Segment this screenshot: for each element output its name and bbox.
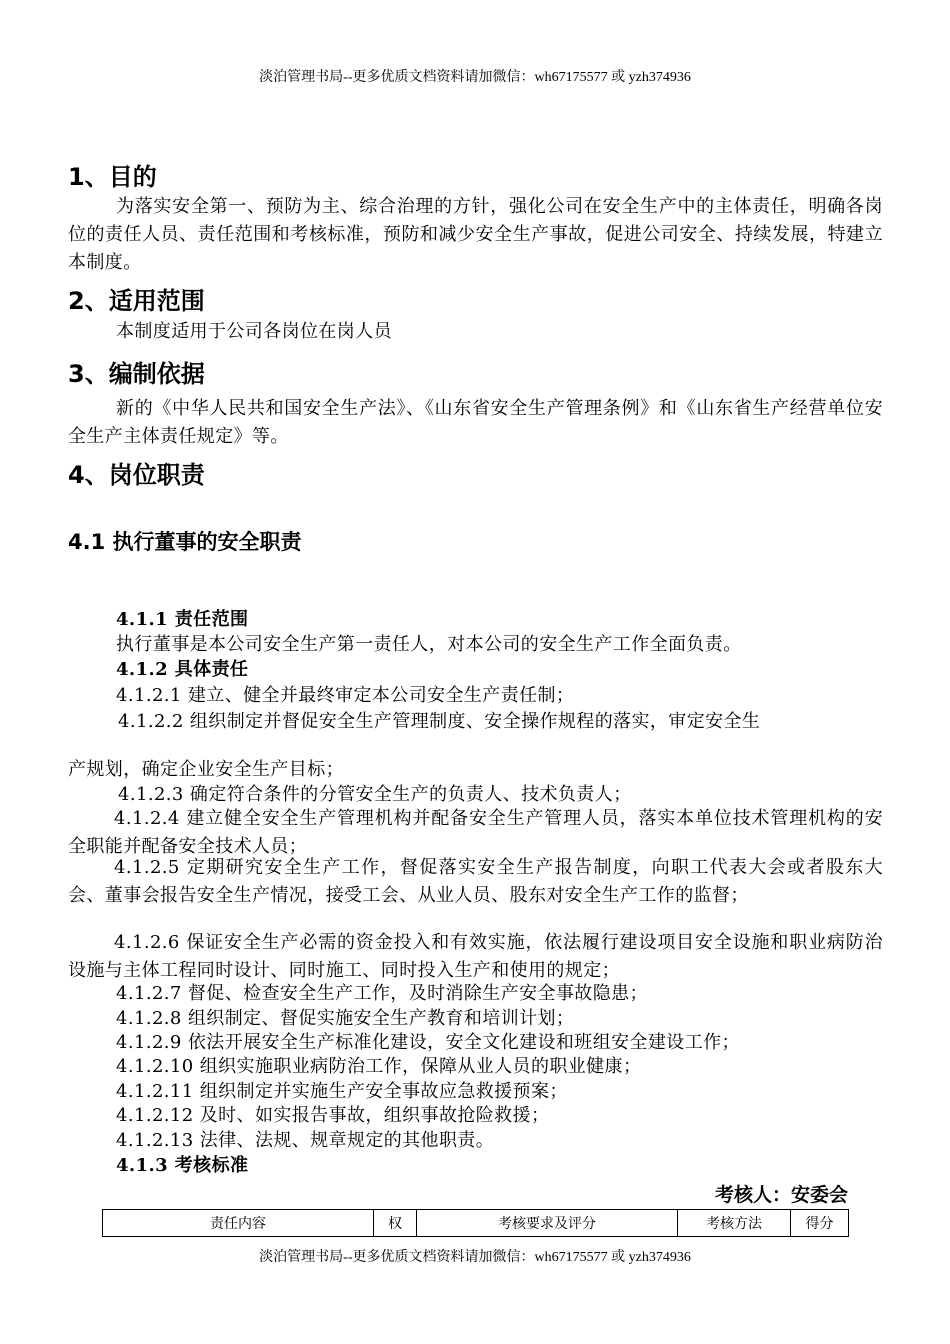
- duty-item-6: 4.1.2.6 保证安全生产必需的资金投入和有效实施，依法履行建设项目安全设施和职业病防治设施与主体工程同时设计、同时施工、同时投入生产和使用的规定；: [68, 932, 883, 981]
- scope-body: 执行董事是本公司安全生产第一责任人，对本公司的安全生产工作全面负责。: [116, 634, 742, 655]
- duties-heading: 4.1.2 具体责任: [116, 659, 249, 680]
- reviewer-label: 考核人：安委会: [714, 1184, 848, 1206]
- duty-item-4: 4.1.2.4 建立健全安全生产管理机构并配备安全生产管理人员，落实本单位技术管理机构的安全职能并配备安全技术人员；: [68, 808, 883, 857]
- section-4-1-title: 4.1 执行董事的安全职责: [68, 530, 302, 554]
- duty-item-7: 4.1.2.7 督促、检查安全生产工作，及时消除生产安全事故隐患；: [116, 983, 648, 1004]
- page-footer: 淡泊管理书局--更多优质文档资料请加微信：wh67175577 或 yzh374936: [259, 1250, 691, 1265]
- section-1-body: 为落实安全第一、预防为主、综合治理的方针，强化公司在安全生产中的主体责任，明确各岗位的责任人员、责任范围和考核标准，预防和减少安全生产事故，促进公司安全、持续发展，特建立本制度。: [68, 196, 883, 273]
- duty-item-13: 4.1.2.13 法律、法规、规章规定的其他职责。: [116, 1130, 495, 1151]
- assessment-table-header-row: [103, 1210, 849, 1237]
- duty-item-12: 4.1.2.12 及时、如实报告事故，组织事故抢险救援；: [116, 1105, 550, 1126]
- duty-item-2-line-1: 4.1.2.2 组织制定并督促安全生产管理制度、安全操作规程的落实，审定安全生: [118, 711, 761, 732]
- duty-item-10: 4.1.2.10 组织实施职业病防治工作，保障从业人员的职业健康；: [116, 1056, 642, 1077]
- duty-item-11: 4.1.2.11 组织制定并实施生产安全事故应急救援预案；: [116, 1081, 568, 1102]
- col-weight: 权: [374, 1210, 417, 1237]
- col-score: 得分: [791, 1210, 849, 1237]
- col-requirements: 考核要求及评分: [417, 1210, 678, 1237]
- assessment-table: [102, 1209, 849, 1237]
- section-3-title: 3、编制依据: [68, 360, 205, 388]
- section-4-title: 4、岗位职责: [68, 461, 205, 489]
- duty-item-5: 4.1.2.5 定期研究安全生产工作，督促落实安全生产报告制度，向职工代表大会或者股东大会、董事会报告安全生产情况，接受工会、从业人员、股东对安全生产工作的监督；: [68, 857, 883, 906]
- col-responsibility-content: 责任内容: [103, 1210, 374, 1237]
- scope-heading: 4.1.1 责任范围: [116, 609, 249, 630]
- duty-item-2-line-2: 产规划，确定企业安全生产目标；: [68, 759, 344, 780]
- duty-item-8: 4.1.2.8 组织制定、督促实施安全生产教育和培训计划；: [116, 1008, 575, 1029]
- duty-item-9: 4.1.2.9 依法开展安全生产标准化建设，安全文化建设和班组安全建设工作；: [116, 1032, 740, 1053]
- duty-item-1: 4.1.2.1 建立、健全并最终审定本公司安全生产责任制；: [116, 685, 575, 706]
- section-1-title: 1、目的: [68, 163, 157, 191]
- section-2-body: 本制度适用于公司各岗位在岗人员: [116, 321, 392, 342]
- page-header: 淡泊管理书局--更多优质文档资料请加微信：wh67175577 或 yzh374936: [259, 70, 691, 85]
- duty-item-3: 4.1.2.3 确定符合条件的分管安全生产的负责人、技术负责人；: [118, 784, 632, 805]
- section-3-body: 新的《中华人民共和国安全生产法》、《山东省安全生产管理条例》和《山东省生产经营单位安全生产主体责任规定》等。: [68, 398, 883, 447]
- col-method: 考核方法: [678, 1210, 791, 1237]
- section-2-title: 2、适用范围: [68, 287, 205, 315]
- assessment-heading: 4.1.3 考核标准: [116, 1155, 249, 1176]
